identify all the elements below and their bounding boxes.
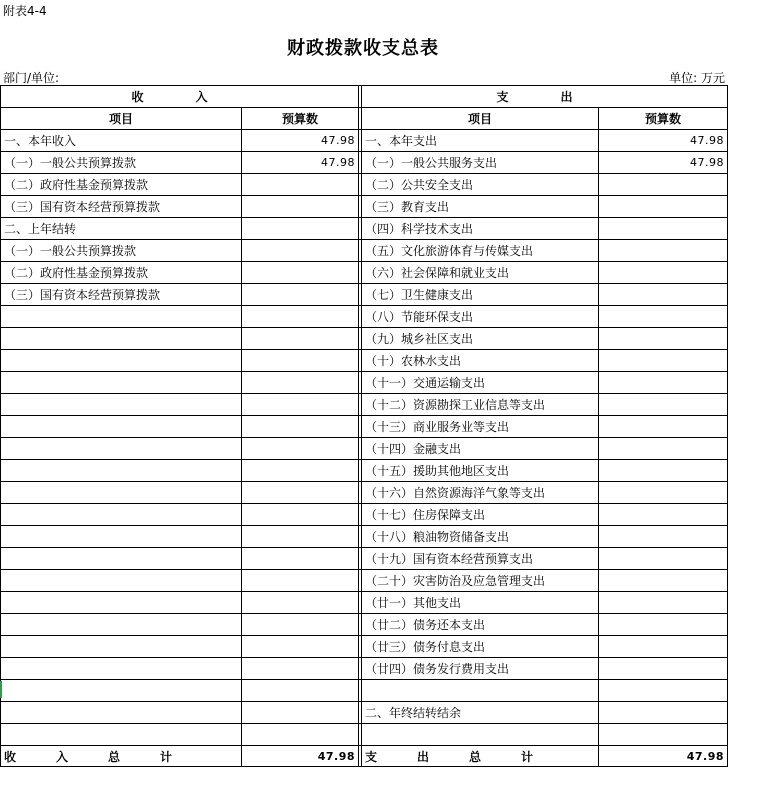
expense-item-cell: （一）一般公共服务支出 bbox=[362, 152, 599, 174]
expense-item-cell bbox=[362, 724, 599, 746]
income-value-cell bbox=[242, 240, 359, 262]
expense-value-cell bbox=[599, 306, 728, 328]
expense-header: 支 出 bbox=[362, 86, 728, 108]
income-value-cell bbox=[242, 196, 359, 218]
expense-item-cell: （十一）交通运输支出 bbox=[362, 372, 599, 394]
income-value-cell bbox=[242, 570, 359, 592]
income-item-header: 项目 bbox=[1, 108, 242, 130]
table-row bbox=[1, 614, 728, 636]
table-row bbox=[1, 196, 728, 218]
expense-value-cell bbox=[599, 614, 728, 636]
income-value-cell bbox=[242, 416, 359, 438]
expense-item-header: 项目 bbox=[362, 108, 599, 130]
income-value-cell: 47.98 bbox=[242, 130, 359, 152]
column-header-row bbox=[1, 108, 728, 130]
annex-label: 附表4-4 bbox=[3, 4, 47, 18]
table-row bbox=[1, 416, 728, 438]
table-row bbox=[1, 372, 728, 394]
expense-item-cell bbox=[362, 680, 599, 702]
income-value-cell bbox=[242, 724, 359, 746]
expense-item-cell: （八）节能环保支出 bbox=[362, 306, 599, 328]
income-value-cell bbox=[242, 218, 359, 240]
income-item-cell: （一）一般公共预算拨款 bbox=[1, 152, 242, 174]
expense-item-cell: （廿一）其他支出 bbox=[362, 592, 599, 614]
income-value-cell bbox=[242, 702, 359, 724]
expense-item-cell: （廿二）债务还本支出 bbox=[362, 614, 599, 636]
expense-item-cell: （十五）援助其他地区支出 bbox=[362, 460, 599, 482]
expense-value-cell bbox=[599, 262, 728, 284]
income-item-cell bbox=[1, 702, 242, 724]
expense-value-cell bbox=[599, 658, 728, 680]
table-row bbox=[1, 438, 728, 460]
table-row bbox=[1, 218, 728, 240]
expense-item-cell: （九）城乡社区支出 bbox=[362, 328, 599, 350]
expense-item-cell: （七）卫生健康支出 bbox=[362, 284, 599, 306]
expense-value-cell bbox=[599, 372, 728, 394]
table-row bbox=[1, 328, 728, 350]
expense-item-cell: （十二）资源勘探工业信息等支出 bbox=[362, 394, 599, 416]
expense-total-label: 支 出 总 计 bbox=[362, 746, 599, 767]
expense-budget-header: 预算数 bbox=[599, 108, 728, 130]
table-row bbox=[1, 174, 728, 196]
expense-item-cell: （廿四）债务发行费用支出 bbox=[362, 658, 599, 680]
fiscal-appropriation-table bbox=[0, 85, 728, 767]
table-row bbox=[1, 636, 728, 658]
income-item-cell: （三）国有资本经营预算拨款 bbox=[1, 284, 242, 306]
income-item-cell bbox=[1, 372, 242, 394]
income-item-cell bbox=[1, 636, 242, 658]
expense-value-cell bbox=[599, 350, 728, 372]
table-row bbox=[1, 724, 728, 746]
income-value-cell bbox=[242, 350, 359, 372]
expense-value-cell bbox=[599, 724, 728, 746]
table-row bbox=[1, 240, 728, 262]
total-row bbox=[1, 746, 728, 767]
income-item-cell bbox=[1, 592, 242, 614]
expense-item-cell: （十四）金融支出 bbox=[362, 438, 599, 460]
table-row bbox=[1, 504, 728, 526]
income-total-value: 47.98 bbox=[242, 746, 359, 767]
section-header-row bbox=[1, 86, 728, 108]
expense-item-cell: （五）文化旅游体育与传媒支出 bbox=[362, 240, 599, 262]
income-value-cell bbox=[242, 592, 359, 614]
unit-label: 单位: 万元 bbox=[669, 71, 725, 85]
expense-value-cell bbox=[599, 702, 728, 724]
expense-item-cell: （十三）商业服务业等支出 bbox=[362, 416, 599, 438]
table-row bbox=[1, 152, 728, 174]
expense-value-cell bbox=[599, 438, 728, 460]
expense-item-cell: （六）社会保障和就业支出 bbox=[362, 262, 599, 284]
income-value-cell bbox=[242, 306, 359, 328]
table-row bbox=[1, 680, 728, 702]
expense-item-cell: （十七）住房保障支出 bbox=[362, 504, 599, 526]
income-item-cell bbox=[1, 548, 242, 570]
table-row bbox=[1, 284, 728, 306]
income-value-cell bbox=[242, 394, 359, 416]
income-budget-header: 预算数 bbox=[242, 108, 359, 130]
income-item-cell bbox=[1, 724, 242, 746]
income-value-cell bbox=[242, 680, 359, 702]
income-item-cell: 二、上年结转 bbox=[1, 218, 242, 240]
income-value-cell bbox=[242, 284, 359, 306]
table-row bbox=[1, 460, 728, 482]
table-row bbox=[1, 350, 728, 372]
table-row bbox=[1, 394, 728, 416]
expense-item-cell: （三）教育支出 bbox=[362, 196, 599, 218]
expense-value-cell bbox=[599, 636, 728, 658]
expense-value-cell bbox=[599, 416, 728, 438]
expense-value-cell bbox=[599, 482, 728, 504]
table-row bbox=[1, 548, 728, 570]
table-row bbox=[1, 658, 728, 680]
income-header: 收 入 bbox=[1, 86, 359, 108]
table-row bbox=[1, 570, 728, 592]
page-title: 财政拨款收支总表 bbox=[287, 38, 439, 59]
income-item-cell bbox=[1, 438, 242, 460]
income-value-cell bbox=[242, 174, 359, 196]
income-value-cell bbox=[242, 658, 359, 680]
expense-value-cell bbox=[599, 196, 728, 218]
income-value-cell bbox=[242, 438, 359, 460]
expense-item-cell: （十八）粮油物资储备支出 bbox=[362, 526, 599, 548]
expense-value-cell bbox=[599, 460, 728, 482]
table-row bbox=[1, 130, 728, 152]
income-item-cell bbox=[1, 680, 242, 702]
income-item-cell bbox=[1, 416, 242, 438]
income-item-cell: （一）一般公共预算拨款 bbox=[1, 240, 242, 262]
income-item-cell bbox=[1, 482, 242, 504]
income-value-cell bbox=[242, 262, 359, 284]
expense-value-cell bbox=[599, 570, 728, 592]
income-value-cell bbox=[242, 328, 359, 350]
expense-item-cell: （二）公共安全支出 bbox=[362, 174, 599, 196]
income-value-cell bbox=[242, 460, 359, 482]
department-label: 部门/单位: bbox=[3, 71, 60, 85]
expense-value-cell bbox=[599, 174, 728, 196]
income-value-cell bbox=[242, 504, 359, 526]
table-row bbox=[1, 526, 728, 548]
expense-item-cell: 一、本年支出 bbox=[362, 130, 599, 152]
expense-value-cell bbox=[599, 504, 728, 526]
expense-value-cell: 47.98 bbox=[599, 130, 728, 152]
expense-item-cell: （廿三）债务付息支出 bbox=[362, 636, 599, 658]
expense-value-cell bbox=[599, 284, 728, 306]
income-item-cell bbox=[1, 350, 242, 372]
expense-value-cell bbox=[599, 328, 728, 350]
income-item-cell bbox=[1, 570, 242, 592]
expense-value-cell bbox=[599, 218, 728, 240]
expense-value-cell bbox=[599, 240, 728, 262]
expense-value-cell bbox=[599, 394, 728, 416]
expense-value-cell bbox=[599, 548, 728, 570]
income-item-cell bbox=[1, 328, 242, 350]
income-value-cell bbox=[242, 372, 359, 394]
income-value-cell bbox=[242, 614, 359, 636]
income-item-cell: （三）国有资本经营预算拨款 bbox=[1, 196, 242, 218]
table-row bbox=[1, 482, 728, 504]
expense-item-cell: （四）科学技术支出 bbox=[362, 218, 599, 240]
expense-item-cell: （十）农林水支出 bbox=[362, 350, 599, 372]
expense-item-cell: （二十）灾害防治及应急管理支出 bbox=[362, 570, 599, 592]
cell-selection-marker bbox=[0, 681, 2, 698]
expense-value-cell bbox=[599, 526, 728, 548]
income-value-cell bbox=[242, 482, 359, 504]
income-value-cell bbox=[242, 548, 359, 570]
income-item-cell: （二）政府性基金预算拨款 bbox=[1, 174, 242, 196]
income-item-cell bbox=[1, 658, 242, 680]
income-item-cell bbox=[1, 614, 242, 636]
income-value-cell bbox=[242, 636, 359, 658]
expense-item-cell: （十六）自然资源海洋气象等支出 bbox=[362, 482, 599, 504]
income-value-cell: 47.98 bbox=[242, 152, 359, 174]
income-item-cell bbox=[1, 526, 242, 548]
table-row bbox=[1, 306, 728, 328]
table-row bbox=[1, 592, 728, 614]
income-item-cell bbox=[1, 460, 242, 482]
table-row bbox=[1, 702, 728, 724]
income-item-cell: （二）政府性基金预算拨款 bbox=[1, 262, 242, 284]
expense-item-cell: （十九）国有资本经营预算支出 bbox=[362, 548, 599, 570]
income-item-cell bbox=[1, 394, 242, 416]
income-item-cell bbox=[1, 306, 242, 328]
expense-value-cell bbox=[599, 592, 728, 614]
income-item-cell bbox=[1, 504, 242, 526]
expense-value-cell bbox=[599, 680, 728, 702]
income-value-cell bbox=[242, 526, 359, 548]
income-total-label: 收 入 总 计 bbox=[1, 746, 242, 767]
table-row bbox=[1, 262, 728, 284]
expense-item-cell: 二、年终结转结余 bbox=[362, 702, 599, 724]
expense-value-cell: 47.98 bbox=[599, 152, 728, 174]
income-item-cell: 一、本年收入 bbox=[1, 130, 242, 152]
expense-total-value: 47.98 bbox=[599, 746, 728, 767]
